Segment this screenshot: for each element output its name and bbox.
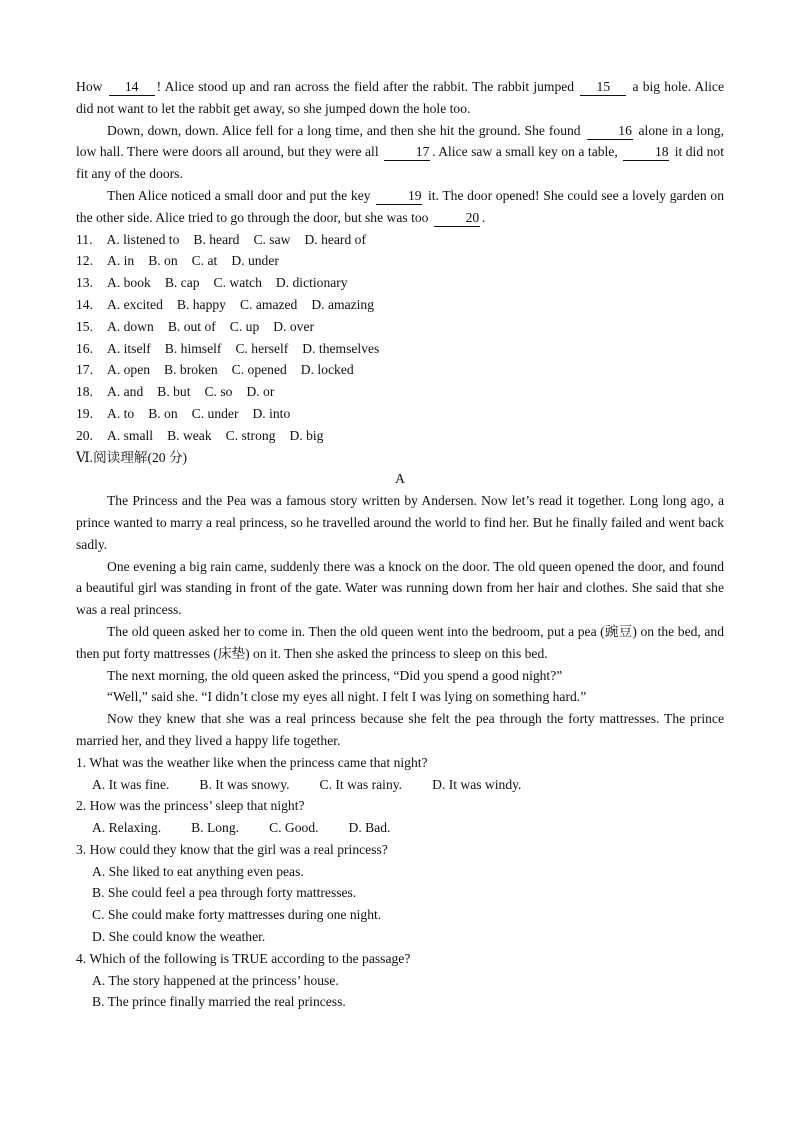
- option: B. out of: [167, 318, 216, 334]
- option: A. Relaxing.: [92, 820, 162, 836]
- question-text: 4. Which of the following is TRUE according to the passage?: [76, 950, 411, 966]
- option: A. It was fine.: [92, 776, 170, 792]
- option: B. but: [157, 384, 191, 400]
- blank-18: 18: [623, 144, 669, 161]
- option: A. to: [107, 405, 135, 421]
- option: B. happy: [176, 296, 226, 312]
- option: B. heard: [193, 231, 240, 247]
- option: B. weak: [167, 427, 212, 443]
- question-number: 19.: [76, 405, 93, 421]
- text: a big hole. Alice did not want to let the rabbit get away, so she jumped down the hole too.: [76, 79, 724, 116]
- option: A. listened to: [106, 231, 180, 247]
- option: C. strong: [225, 427, 276, 443]
- option: C. She could make forty mattresses during one night.: [92, 907, 382, 923]
- text: Down, down, down. Alice fell for a long time, and then she hit the ground. She found: [107, 122, 585, 138]
- option: A. itself: [107, 340, 151, 356]
- question-4: [76, 948, 724, 1013]
- cloze-options: [76, 229, 724, 447]
- option: C. at: [191, 253, 218, 269]
- option: C. saw: [253, 231, 291, 247]
- option: C. watch: [213, 275, 262, 291]
- question-options: [76, 774, 724, 796]
- section-title: Ⅵ.阅读理解(20 分): [76, 449, 188, 465]
- option: A. The story happened at the princess’ house.: [92, 972, 339, 988]
- option: A. and: [107, 384, 144, 400]
- option: C. amazed: [239, 296, 298, 312]
- option-row-16: [76, 338, 724, 360]
- text: . Alice saw a small key on a table,: [432, 144, 622, 160]
- question-text: 2. How was the princess’ sleep that night?: [76, 798, 305, 814]
- passage-paragraph: One evening a big rain came, suddenly there was a knock on the door. The old queen opened the door, and found a beautiful girl was standing in front of the gate. Water was running down from her hair and clothes. She said that she was a real princess.: [76, 558, 724, 618]
- question-options: [76, 817, 724, 839]
- question-text: 1. What was the weather like when the princess came that night?: [76, 754, 428, 770]
- option: B. himself: [164, 340, 222, 356]
- option-row-18: [76, 381, 724, 403]
- cloze-paragraph-2: [76, 120, 724, 185]
- question-1: [76, 752, 724, 796]
- option: B. broken: [164, 362, 218, 378]
- option: C. herself: [235, 340, 289, 356]
- option: D. into: [252, 405, 291, 421]
- text: it did not fit any of the doors.: [76, 144, 724, 182]
- option: A. open: [107, 362, 151, 378]
- option: C. so: [204, 384, 233, 400]
- option-row-12: [76, 250, 724, 272]
- option: A. down: [107, 318, 154, 334]
- option: C. under: [191, 405, 239, 421]
- option: A. book: [107, 275, 151, 291]
- option: B. cap: [164, 275, 200, 291]
- option-row-11: [76, 229, 724, 251]
- passage-paragraph: Now they knew that she was a real princess because she felt the pea through the forty mattresses. The prince married her, and they lived a happy life together.: [76, 711, 724, 748]
- passage-paragraph: The next morning, the old queen asked the princess, “Did you spend a good night?”: [107, 667, 563, 683]
- option: D. Bad.: [348, 820, 391, 836]
- option-row-17: [76, 359, 724, 381]
- question-number: 18.: [76, 384, 93, 400]
- text: .: [481, 209, 486, 225]
- blank-14: 14: [109, 79, 155, 96]
- option: B. It was snowy.: [199, 776, 290, 792]
- option: A. in: [107, 253, 135, 269]
- question-number: 20.: [76, 427, 93, 443]
- option: D. or: [246, 384, 275, 400]
- text: it. The door opened! She could see a lovely garden on the other side. Alice tried to go through the door, but she was too: [76, 187, 725, 225]
- blank-16: 16: [587, 123, 633, 140]
- cloze-paragraph-3: [76, 185, 724, 229]
- option: D. heard of: [304, 231, 366, 247]
- blank-19: 19: [376, 188, 422, 205]
- option: B. on: [148, 253, 178, 269]
- option: A. small: [107, 427, 154, 443]
- option: D. big: [289, 427, 324, 443]
- question-number: 13.: [76, 275, 93, 291]
- question-number: 17.: [76, 362, 93, 378]
- option: B. Long.: [191, 820, 240, 836]
- option: C. opened: [231, 362, 287, 378]
- option: B. The prince finally married the real princess.: [92, 994, 346, 1010]
- option-row-15: [76, 316, 724, 338]
- passage-paragraph: The Princess and the Pea was a famous story written by Andersen. Now let’s read it together. Long long ago, a prince wanted to marry a real princess, so he travelled around the world to find her. But he finally failed and went back sadly.: [76, 493, 724, 552]
- option: C. Good.: [269, 820, 319, 836]
- blank-15: 15: [580, 79, 626, 96]
- question-number: 14.: [76, 296, 93, 312]
- option: A. She liked to eat anything even peas.: [92, 863, 304, 879]
- option: C. It was rainy.: [319, 776, 403, 792]
- option-row-19: [76, 403, 724, 425]
- option: C. up: [229, 318, 260, 334]
- option-row-14: [76, 294, 724, 316]
- option: D. under: [231, 253, 279, 269]
- option: D. over: [273, 318, 315, 334]
- option: D. It was windy.: [432, 776, 522, 792]
- text: Then Alice noticed a small door and put the key: [107, 187, 375, 203]
- text: ! Alice stood up and ran across the field after the rabbit. The rabbit jumped: [156, 79, 579, 94]
- option: D. She could know the weather.: [92, 929, 266, 945]
- passage-paragraph: The old queen asked her to come in. Then the old queen went into the bedroom, put a pea (豌豆) on the bed, and then put forty mattresses (床垫) on it. Then she asked the princess to sleep on this bed.: [76, 623, 724, 661]
- question-number: 11.: [76, 231, 93, 247]
- option: D. themselves: [302, 340, 380, 356]
- question-number: 12.: [76, 253, 93, 269]
- blank-17: 17: [384, 144, 430, 161]
- option: A. excited: [107, 296, 163, 312]
- passage-paragraph: “Well,” said she. “I didn’t close my eyes all night. I felt I was lying on something hard.”: [107, 689, 587, 705]
- passage-label: A: [395, 471, 405, 487]
- question-number: 15.: [76, 318, 93, 334]
- question-2: [76, 795, 724, 839]
- option: B. She could feel a pea through forty mattresses.: [92, 885, 357, 901]
- document-page: [76, 76, 724, 1013]
- option: B. on: [148, 405, 178, 421]
- option-row-13: [76, 272, 724, 294]
- option-row-20: [76, 425, 724, 447]
- question-3: [76, 839, 724, 948]
- question-text: 3. How could they know that the girl was a real princess?: [76, 841, 388, 857]
- option: D. locked: [300, 362, 354, 378]
- cloze-paragraph-1: [76, 76, 724, 120]
- option: D. amazing: [311, 296, 375, 312]
- question-number: 16.: [76, 340, 93, 356]
- blank-20: 20: [434, 210, 480, 227]
- text: alone in a long, low hall. There were doors all around, but they were all: [76, 122, 724, 160]
- option: D. dictionary: [275, 275, 348, 291]
- text: How: [76, 79, 107, 94]
